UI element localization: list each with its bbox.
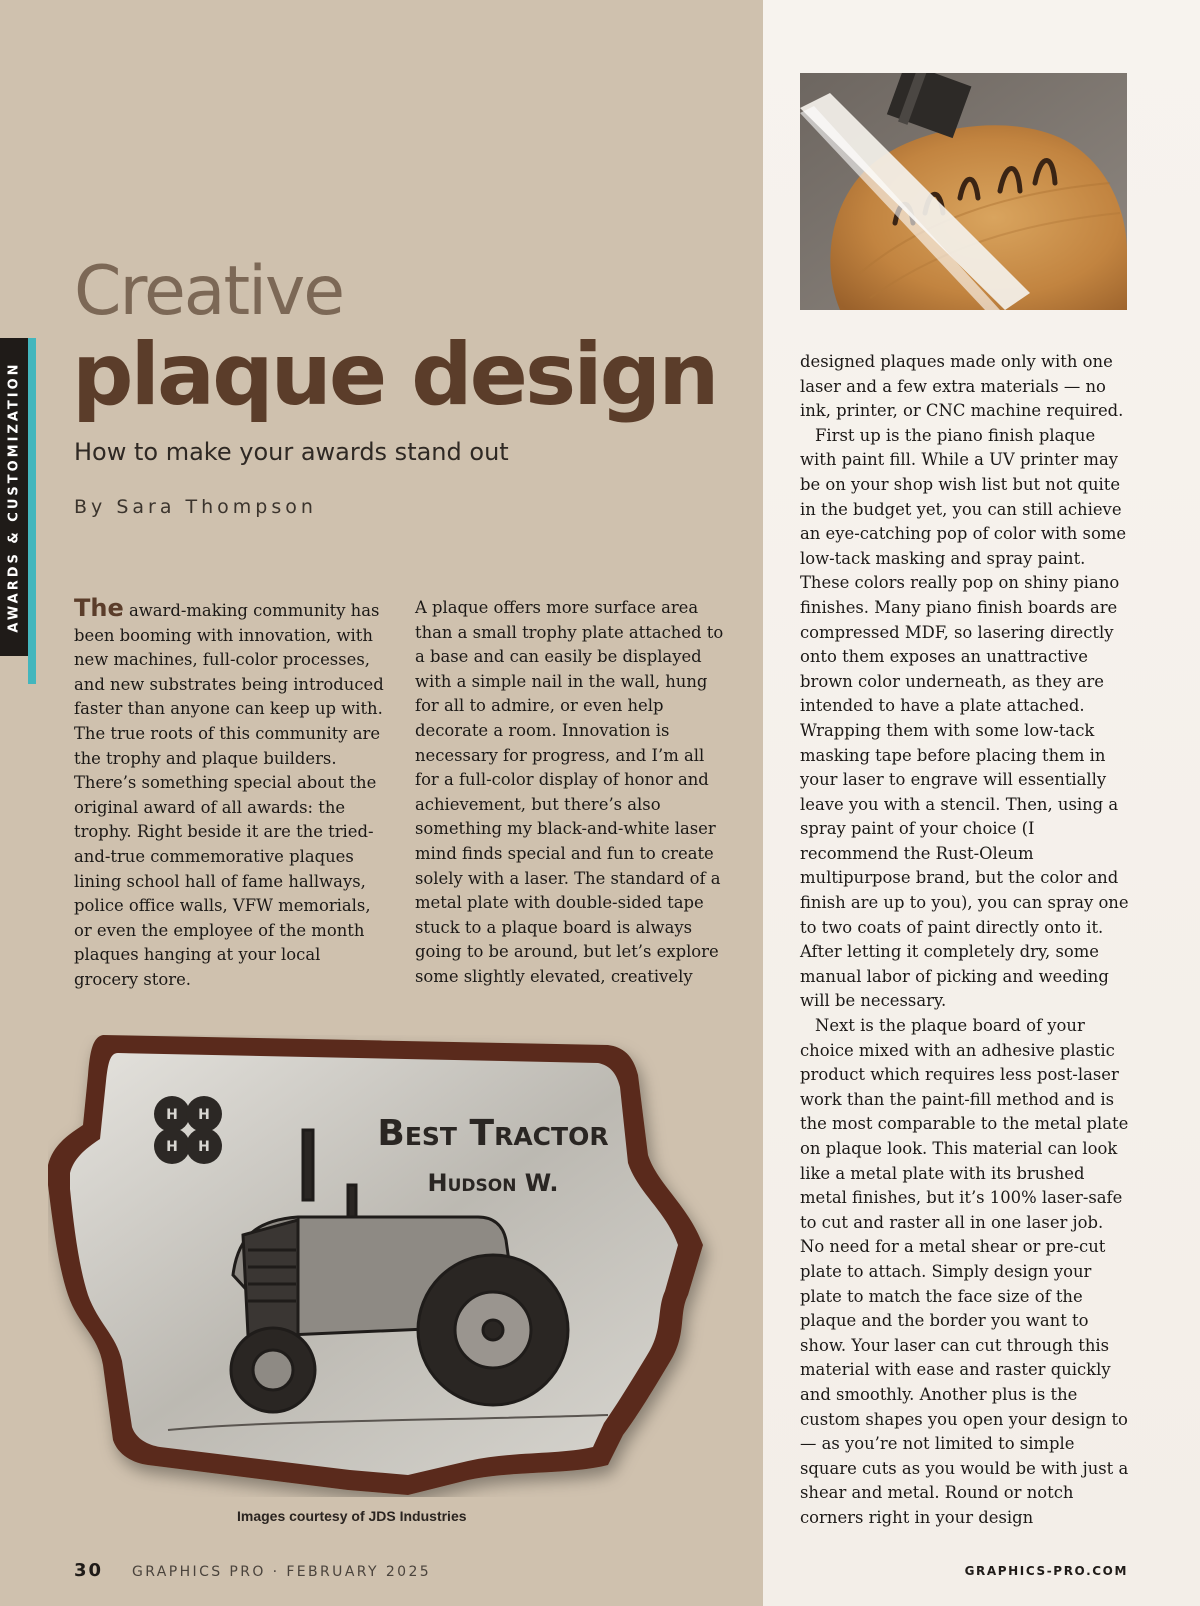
tractor-plaque-illustration [48,1035,728,1497]
website-link[interactable]: GRAPHICS-PRO.COM [964,1564,1128,1578]
laser-engraving-illustration [800,73,1127,310]
clover-letter: H [198,1139,210,1155]
page-number: 30 [74,1560,104,1581]
headline-line-2: plaque design [72,325,717,425]
body-column-1 [74,596,389,993]
article-subtitle: How to make your awards stand out [74,438,509,466]
clover-letter: H [166,1139,178,1155]
headline-line-1: Creative [74,252,344,331]
body-column-2 [415,596,725,990]
body-paragraph: designed plaques made only with one laser and a few extra materials — no ink, printer, or CNC machine required. [800,352,1124,421]
body-column-3 [800,350,1130,1531]
clover-letter: H [166,1107,178,1123]
body-paragraph: First up is the piano finish plaque with paint fill. While a UV printer may be on your shop wish list but not quite in the budget yet, you can still achieve an eye-catching pop of color with some low-tack masking and spray paint. These colors really pop on shiny piano finishes. Many piano finish boards are compressed MDF, so lasering directly onto them exposes an unattractive brown color underneath, as they are intended to have a plate attached. Wrapping them with some low-tack masking tape before placing them in your laser to engrave will essentially leave you with a stencil. Then, using a spray paint of your choice (I recommend the Rust-Oleum multipurpose brand, but the color and finish are up to you), you can spray one to two coats of paint directly onto it. After letting it completely dry, some manual labor of picking and weeding will be necessary. [800,425,1129,1011]
section-tab-label: AWARDS & CUSTOMIZATION [6,361,22,633]
article-byline: By Sara Thompson [74,496,317,518]
photo-credit: Images courtesy of JDS Industries [237,1508,467,1524]
body-text: award-making community has been booming with innovation, with new machines, full-color processes, and new substrates being introduced faster than anyone can keep up with. The true roots of this community are the trophy and plaque builders. There’s something special about the original award of all awards: the trophy. Right beside it are the tried-and-true commemorative plaques lining school hall of fame hallways, police office walls, VFW memorials, or even the employee of the month plaques hanging at your local grocery store. [74,601,384,989]
section-tab-accent [28,338,36,684]
body-paragraph [74,596,389,993]
body-paragraph: Next is the plaque board of your choice mixed with an adhesive plastic product which requires less post-laser work than the paint-fill method and is the most comparable to the metal plate on plaque look. This material can look like a metal plate with its brushed metal finishes, but it’s 100% laser-safe to cut and raster all in one laser job. No need for a metal shear or pre-cut plate to attach. Simply design your plate to match the face size of the plaque and the border you want to show. Your laser can cut through this material with ease and raster quickly and smoothly. Another plus is the custom shapes you open your design to — as you’re not limited to simple square cuts as you would be with just a shear and metal. Round or notch corners right in your design [800,1016,1129,1527]
plaque-recipient-name: Hudson W. [427,1169,559,1197]
laser-engraving-photo [800,73,1127,310]
dropcap-word: The [74,594,124,622]
plaque-award-title: Best Tractor [377,1113,609,1154]
tractor-plaque-photo [48,1035,728,1497]
clover-letter: H [198,1107,210,1123]
publication-line: GRAPHICS PRO · FEBRUARY 2025 [132,1564,432,1580]
body-paragraph: A plaque offers more surface area than a small trophy plate attached to a base and can easily be displayed with a simple nail in the wall, hung for all to admire, or even help decorate a room. Innovation is necessary for progress, and I’m all for a full-color display of honor and achievement, but there’s also something my black-and-white laser mind finds special and fun to create solely with a laser. The standard of a metal plate with double-sided tape stuck to a plaque board is always going to be around, but let’s explore some slightly elevated, creatively [415,598,724,986]
